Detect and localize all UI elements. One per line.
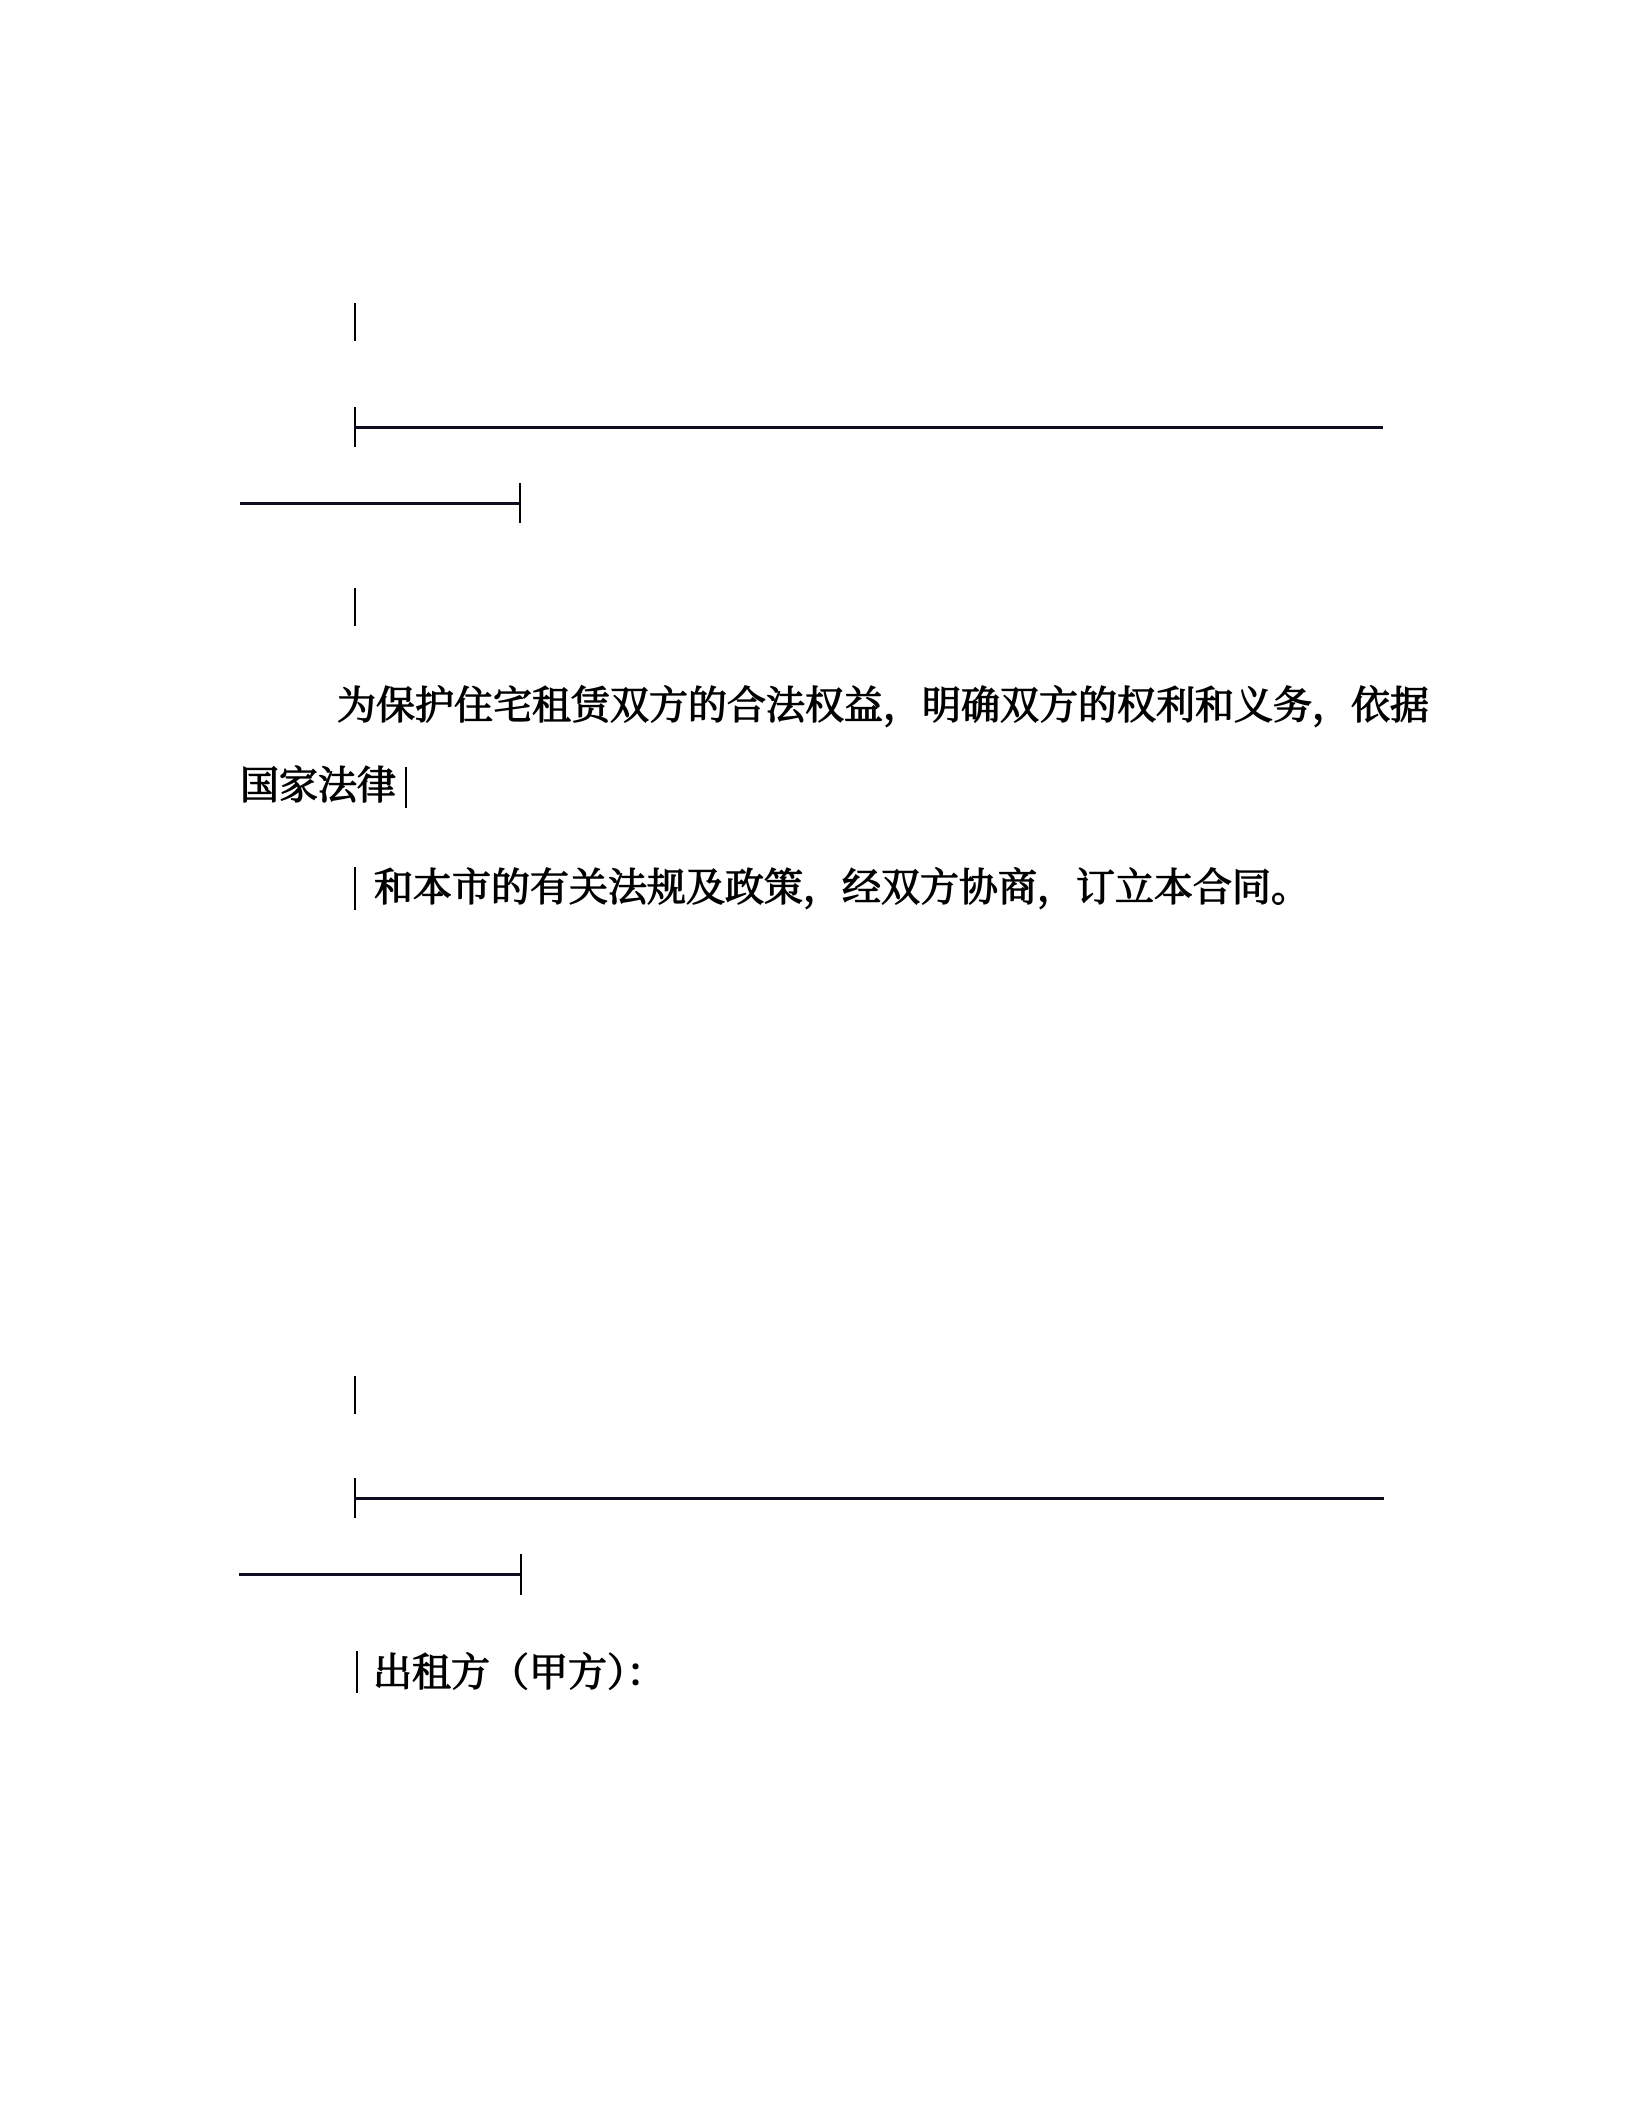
table-border-vertical-7 xyxy=(354,1376,356,1414)
table-border-vertical-3 xyxy=(519,483,521,523)
intro-paragraph-line-3: 和本市的有关法规及政策，经双方协商，订立本合同。 xyxy=(374,867,1311,910)
table-rule-long-2 xyxy=(354,1497,1384,1500)
table-border-vertical-1 xyxy=(354,303,356,341)
table-rule-short-2 xyxy=(239,1573,521,1576)
intro-paragraph-line-1: 为保护住宅租赁双方的合法权益，明确双方的权利和义务，依据 xyxy=(337,685,1430,728)
table-rule-short-1 xyxy=(240,502,520,505)
table-border-vertical-6 xyxy=(354,867,356,910)
intro-paragraph-line-2: 国家法律 xyxy=(240,765,397,808)
table-border-vertical-9 xyxy=(520,1554,522,1595)
table-border-vertical-5 xyxy=(405,767,407,808)
table-border-vertical-10 xyxy=(356,1651,358,1693)
table-border-vertical-4 xyxy=(354,588,356,626)
table-rule-long-1 xyxy=(354,426,1383,429)
lessor-party-label: 出租方（甲方）： xyxy=(373,1652,666,1695)
